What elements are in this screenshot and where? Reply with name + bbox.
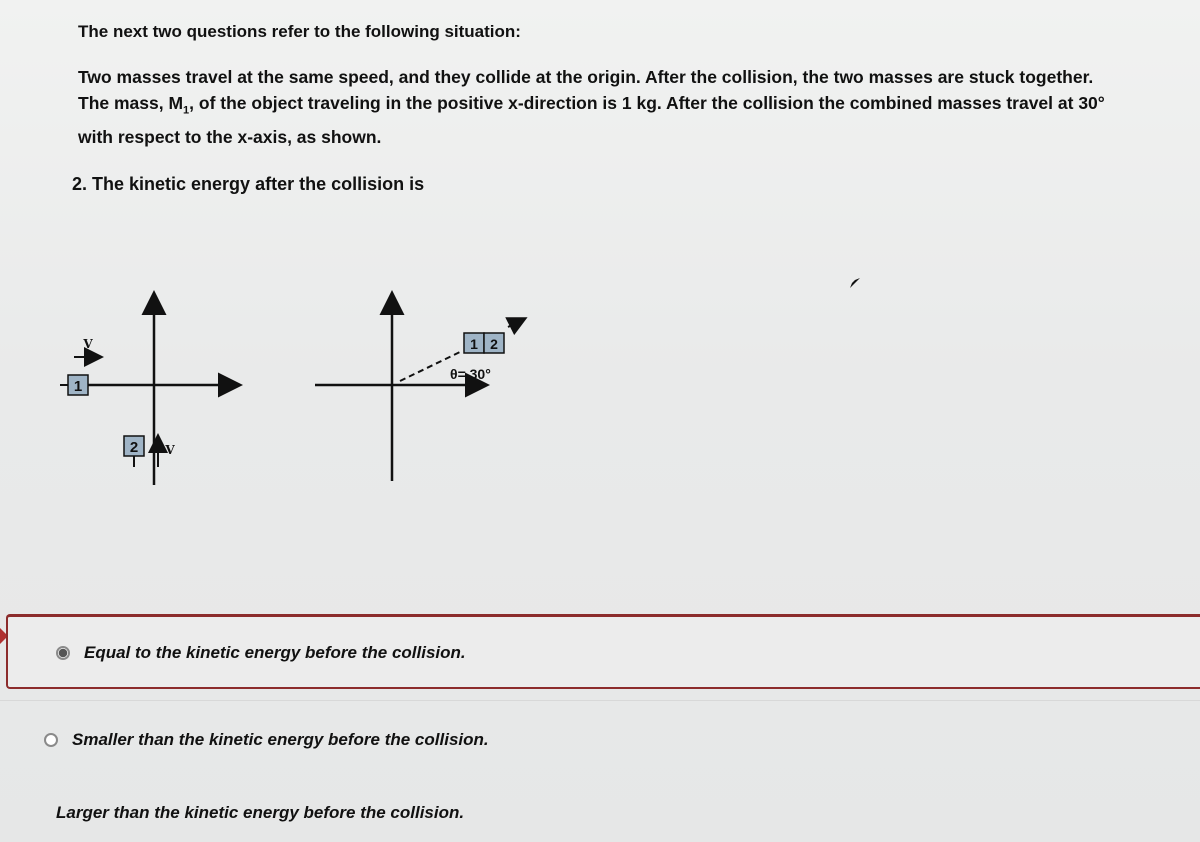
after-axes [315, 295, 485, 481]
answer-option-label: Smaller than the kinetic energy before the collision. [72, 730, 489, 749]
mass-subscript: 1 [183, 104, 190, 117]
intro-text: The next two questions refer to the following situation: [78, 22, 521, 41]
option-divider [0, 700, 1200, 701]
mass-1-label: 1 [73, 378, 83, 395]
mouse-pointer-icon [848, 276, 862, 295]
collision-diagram [50, 285, 530, 495]
answer-option-smaller[interactable] [44, 730, 489, 750]
velocity-1-arrow [74, 337, 100, 357]
situation-line-2b: , of the object traveling in the positive x-direction is 1 kg. After the collision the combined masses travel at 30° [189, 93, 1105, 113]
velocity-2-arrow [158, 437, 175, 467]
answer-option-label: Larger than the kinetic energy before the collision. [56, 803, 465, 822]
velocity-2-label: V [165, 443, 175, 457]
situation-line-1: Two masses travel at the same speed, and they collide at the origin. After the collision, the two masses are stuck together. [78, 67, 1094, 87]
velocity-1-label: V [83, 337, 93, 351]
question-text: 2. The kinetic energy after the collision is [72, 174, 425, 194]
radio-unselected-icon[interactable] [44, 733, 58, 747]
angle-label: θ= 30° [450, 366, 491, 382]
answer-option-label: Equal to the kinetic energy before the collision. [84, 643, 466, 662]
radio-selected-icon[interactable] [56, 646, 70, 660]
combined-mass-1-label: 1 [470, 336, 478, 352]
answer-option-equal[interactable] [56, 643, 466, 663]
mass-1-box [60, 375, 88, 395]
problem-statement [78, 22, 1188, 150]
situation-line-2a: The mass, M [78, 93, 184, 113]
mass-2-label: 2 [129, 439, 139, 456]
mass-2-box [124, 436, 144, 467]
situation-line-3: with respect to the x-axis, as shown. [78, 126, 382, 147]
before-axes [72, 295, 238, 485]
answer-option-larger[interactable] [56, 803, 464, 823]
combined-mass-2-label: 2 [490, 336, 498, 352]
situation-text [78, 64, 1188, 150]
